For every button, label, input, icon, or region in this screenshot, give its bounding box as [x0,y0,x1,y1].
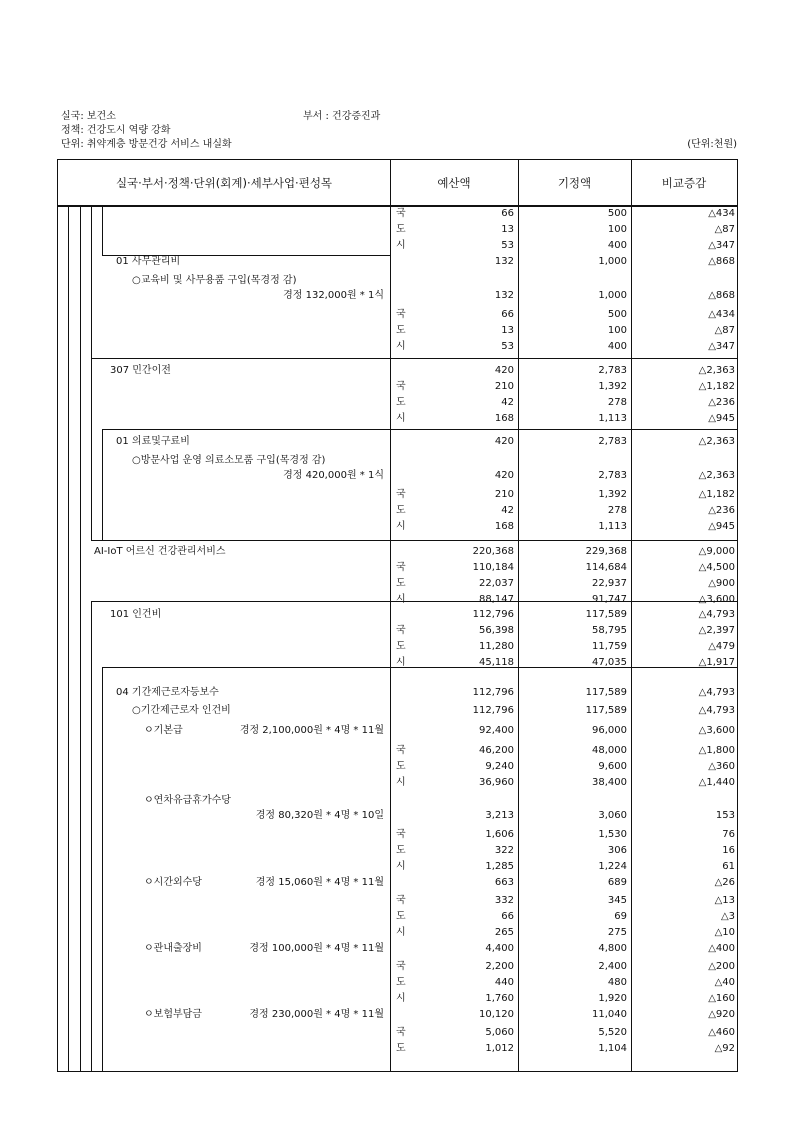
table-row [58,208,737,221]
header-diff: 비교증감 [661,175,707,190]
diff-value: △40 [714,977,735,988]
row-detail: 경정 80,320원 * 4명 * 10일 [255,810,384,821]
row-detail: 경정 15,060원 * 4명 * 11월 [255,877,384,888]
budget-value: 13 [501,325,514,336]
budget-value: 45,118 [479,657,514,668]
diff-value: △4,793 [698,609,735,620]
budget-value: 3,213 [485,810,514,821]
prior-value: 500 [607,208,627,219]
dept-label: 실국: 보건소 [61,111,116,122]
diff-value: △87 [714,325,735,336]
funding-source: 도 [396,397,406,408]
diff-value: 76 [722,829,735,840]
table-row [58,562,737,575]
budget-value: 1,606 [485,829,514,840]
diff-value: △200 [708,961,735,972]
row-separator [91,540,737,541]
budget-value: 1,012 [485,1043,514,1054]
prior-value: 5,520 [598,1027,627,1038]
funding-source: 시 [396,594,406,605]
table-row [58,977,737,990]
prior-value: 1,000 [598,290,627,301]
table-row [58,381,737,394]
table-row [58,657,737,670]
table-row [58,829,737,842]
row-detail: 경정 420,000원 * 1식 [283,470,384,481]
prior-value: 345 [607,895,627,906]
prior-value: 689 [607,877,627,888]
row-detail: 경정 230,000원 * 4명 * 11월 [249,1009,384,1020]
prior-value: 96,000 [592,725,627,736]
row-label: 307 민간이전 [110,365,171,376]
diff-value: △2,363 [698,436,735,447]
prior-value: 4,800 [598,943,627,954]
diff-value: △4,793 [698,705,735,716]
funding-source: 국 [396,745,406,756]
funding-source: 국 [396,625,406,636]
budget-value: 5,060 [485,1027,514,1038]
diff-value: △236 [708,397,735,408]
prior-value: 278 [607,505,627,516]
header-budget: 예산액 [437,175,471,190]
table-row [58,687,737,700]
policy-label: 정책: 건강도시 역량 강화 [61,125,171,136]
row-detail: 경정 132,000원 * 1식 [283,290,384,301]
funding-source: 국 [396,489,406,500]
budget-value: 322 [494,845,514,856]
diff-value: △945 [708,521,735,532]
budget-value: 66 [501,911,514,922]
diff-value: △87 [714,224,735,235]
funding-source: 시 [396,341,406,352]
diff-value: △160 [708,993,735,1004]
diff-value: △92 [714,1043,735,1054]
prior-value: 117,589 [585,687,627,698]
diff-value: △2,363 [698,470,735,481]
budget-value: 220,368 [472,546,514,557]
prior-value: 1,920 [598,993,627,1004]
table-row [58,489,737,502]
table-row [58,325,737,338]
table-row [58,993,737,1006]
prior-value: 100 [607,325,627,336]
prior-value: 2,783 [598,365,627,376]
diff-value: △26 [714,877,735,888]
table-row [58,275,737,288]
budget-value: 10,120 [479,1009,514,1020]
prior-value: 1,000 [598,256,627,267]
funding-source: 국 [396,829,406,840]
diff-value: △236 [708,505,735,516]
table-row [58,609,737,622]
funding-source: 국 [396,1027,406,1038]
table-row [58,546,737,559]
funding-source: 시 [396,521,406,532]
diff-value: △13 [714,895,735,906]
budget-value: 663 [494,877,514,888]
budget-value: 112,796 [472,609,514,620]
header-prior: 기정액 [557,175,592,190]
budget-value: 53 [501,240,514,251]
diff-value: △4,500 [698,562,735,573]
budget-value: 112,796 [472,705,514,716]
funding-source: 시 [396,861,406,872]
table-row [58,309,737,322]
budget-value: 88,147 [479,594,514,605]
budget-value: 66 [501,208,514,219]
header-item: 실국·부서·정책·단위(회계)·세부사업·편성목 [115,175,333,190]
budget-value: 420 [494,470,514,481]
diff-value: △3 [720,911,735,922]
prior-value: 400 [607,341,627,352]
funding-source: 도 [396,977,406,988]
table-row [58,397,737,410]
prior-value: 100 [607,224,627,235]
budget-value: 420 [494,436,514,447]
funding-source: 도 [396,1043,406,1054]
table-row [58,777,737,790]
budget-value: 210 [494,489,514,500]
budget-value: 210 [494,381,514,392]
diff-value: △2,397 [698,625,735,636]
funding-source: 도 [396,505,406,516]
prior-value: 58,795 [592,625,627,636]
diff-value: △4,793 [698,687,735,698]
row-detail: 경정 2,100,000원 * 4명 * 11월 [239,725,384,736]
table-row [58,745,737,758]
table-row [58,1027,737,1040]
table-row [58,911,737,924]
row-label: ㅇ연차유급휴가수당 [144,795,231,806]
prior-value: 47,035 [592,657,627,668]
funding-source: 도 [396,845,406,856]
table-row [58,861,737,874]
row-label: ㅇ시간외수당 [144,877,202,888]
table-row [58,705,737,718]
funding-source: 시 [396,413,406,424]
budget-value: 110,184 [472,562,514,573]
budget-value: 22,037 [479,578,514,589]
budget-value: 168 [494,413,514,424]
table-row [58,436,737,449]
prior-value: 11,040 [592,1009,627,1020]
diff-value: △2,363 [698,365,735,376]
prior-value: 480 [607,977,627,988]
budget-value: 42 [501,505,514,516]
currency-unit: (단위:천원) [687,139,737,150]
prior-value: 1,392 [598,381,627,392]
funding-source: 시 [396,240,406,251]
table-row [58,845,737,858]
prior-value: 400 [607,240,627,251]
budget-value: 13 [501,224,514,235]
budget-table [57,159,738,1072]
row-detail: 경정 100,000원 * 4명 * 11월 [249,943,384,954]
prior-value: 38,400 [592,777,627,788]
budget-value: 132 [494,290,514,301]
diff-value: △479 [708,641,735,652]
diff-value: △9,000 [698,546,735,557]
diff-value: △460 [708,1027,735,1038]
budget-value: 4,400 [485,943,514,954]
funding-source: 국 [396,309,406,320]
funding-source: 도 [396,641,406,652]
table-row [58,810,737,823]
row-label: ㅇ보험부담금 [144,1009,202,1020]
table-row [58,470,737,483]
diff-value: △1,440 [698,777,735,788]
diff-value: △1,917 [698,657,735,668]
table-row [58,1043,737,1056]
budget-value: 420 [494,365,514,376]
unit-label: 단위: 취약계층 방문건강 서비스 내실화 [61,139,232,150]
prior-value: 48,000 [592,745,627,756]
row-label: 101 인건비 [110,609,162,620]
budget-value: 42 [501,397,514,408]
table-row [58,505,737,518]
table-row [58,1009,737,1022]
diff-value: △400 [708,943,735,954]
funding-source: 국 [396,208,406,219]
row-label: ㅇ기본급 [144,725,183,736]
prior-value: 1,113 [598,521,627,532]
row-label: ○교육비 및 사무용품 구입(목경정 감) [132,275,297,286]
row-label: ㅇ관내출장비 [144,943,202,954]
prior-value: 500 [607,309,627,320]
prior-value: 117,589 [585,609,627,620]
prior-value: 91,747 [592,594,627,605]
row-label: AI-IoT 어르신 건강관리서비스 [94,546,226,557]
funding-source: 도 [396,761,406,772]
diff-value: △1,182 [698,381,735,392]
funding-source: 도 [396,224,406,235]
prior-value: 22,937 [592,578,627,589]
prior-value: 1,224 [598,861,627,872]
budget-value: 46,200 [479,745,514,756]
table-row [58,578,737,591]
budget-value: 112,796 [472,687,514,698]
diff-value: 61 [722,861,735,872]
prior-value: 9,600 [598,761,627,772]
table-row [58,761,737,774]
table-row [58,795,737,808]
table-row [58,943,737,956]
funding-source: 도 [396,325,406,336]
prior-value: 3,060 [598,810,627,821]
table-row [58,413,737,426]
diff-value: △868 [708,256,735,267]
prior-value: 1,392 [598,489,627,500]
prior-value: 69 [614,911,627,922]
budget-value: 36,960 [479,777,514,788]
table-row [58,877,737,890]
diff-value: △10 [714,927,735,938]
funding-source: 시 [396,993,406,1004]
diff-value: △3,600 [698,725,735,736]
funding-source: 도 [396,911,406,922]
budget-value: 9,240 [485,761,514,772]
funding-source: 도 [396,578,406,589]
table-row [58,625,737,638]
prior-value: 278 [607,397,627,408]
diff-value: △945 [708,413,735,424]
table-row [58,594,737,607]
table-row [58,224,737,237]
prior-value: 2,783 [598,436,627,447]
row-label: 01 의료및구료비 [116,436,190,447]
budget-value: 53 [501,341,514,352]
table-row [58,365,737,378]
prior-value: 2,400 [598,961,627,972]
table-row [58,256,737,269]
budget-value: 168 [494,521,514,532]
diff-value: △3,600 [698,594,735,605]
row-label: ○기간제근로자 인건비 [132,705,231,716]
diff-value: △1,182 [698,489,735,500]
funding-source: 국 [396,961,406,972]
diff-value: △900 [708,578,735,589]
funding-source: 시 [396,657,406,668]
prior-value: 275 [607,927,627,938]
funding-source: 시 [396,777,406,788]
table-row [58,240,737,253]
table-row [58,961,737,974]
table-row [58,927,737,940]
diff-value: △1,800 [698,745,735,756]
budget-value: 2,200 [485,961,514,972]
funding-source: 국 [396,895,406,906]
prior-value: 229,368 [585,546,627,557]
diff-value: △347 [708,240,735,251]
diff-value: 16 [722,845,735,856]
prior-value: 2,783 [598,470,627,481]
prior-value: 114,684 [585,562,627,573]
budget-value: 1,760 [485,993,514,1004]
prior-value: 1,530 [598,829,627,840]
budget-value: 132 [494,256,514,267]
budget-value: 92,400 [479,725,514,736]
table-row [58,725,737,738]
prior-value: 1,113 [598,413,627,424]
division-label: 부서 : 건강증진과 [303,111,381,122]
budget-value: 440 [494,977,514,988]
budget-value: 56,398 [479,625,514,636]
row-label: 01 사무관리비 [116,256,181,267]
diff-value: △434 [708,309,735,320]
funding-source: 국 [396,562,406,573]
funding-source: 국 [396,381,406,392]
row-separator [91,358,737,359]
budget-value: 265 [494,927,514,938]
diff-value: △920 [708,1009,735,1020]
table-row [58,641,737,654]
prior-value: 117,589 [585,705,627,716]
diff-value: △868 [708,290,735,301]
budget-value: 332 [494,895,514,906]
diff-value: 153 [715,810,735,821]
diff-value: △347 [708,341,735,352]
budget-value: 66 [501,309,514,320]
row-label: ○방문사업 운영 의료소모품 구입(목경정 감) [132,455,326,466]
row-separator [102,429,737,430]
funding-source: 시 [396,927,406,938]
table-header [58,160,737,207]
prior-value: 1,104 [598,1043,627,1054]
table-row [58,290,737,303]
diff-value: △360 [708,761,735,772]
table-row [58,341,737,354]
budget-value: 1,285 [485,861,514,872]
table-row [58,455,737,468]
prior-value: 11,759 [592,641,627,652]
budget-value: 11,280 [479,641,514,652]
table-row [58,895,737,908]
prior-value: 306 [607,845,627,856]
row-label: 04 기간제근로자등보수 [116,687,219,698]
diff-value: △434 [708,208,735,219]
table-row [58,521,737,534]
